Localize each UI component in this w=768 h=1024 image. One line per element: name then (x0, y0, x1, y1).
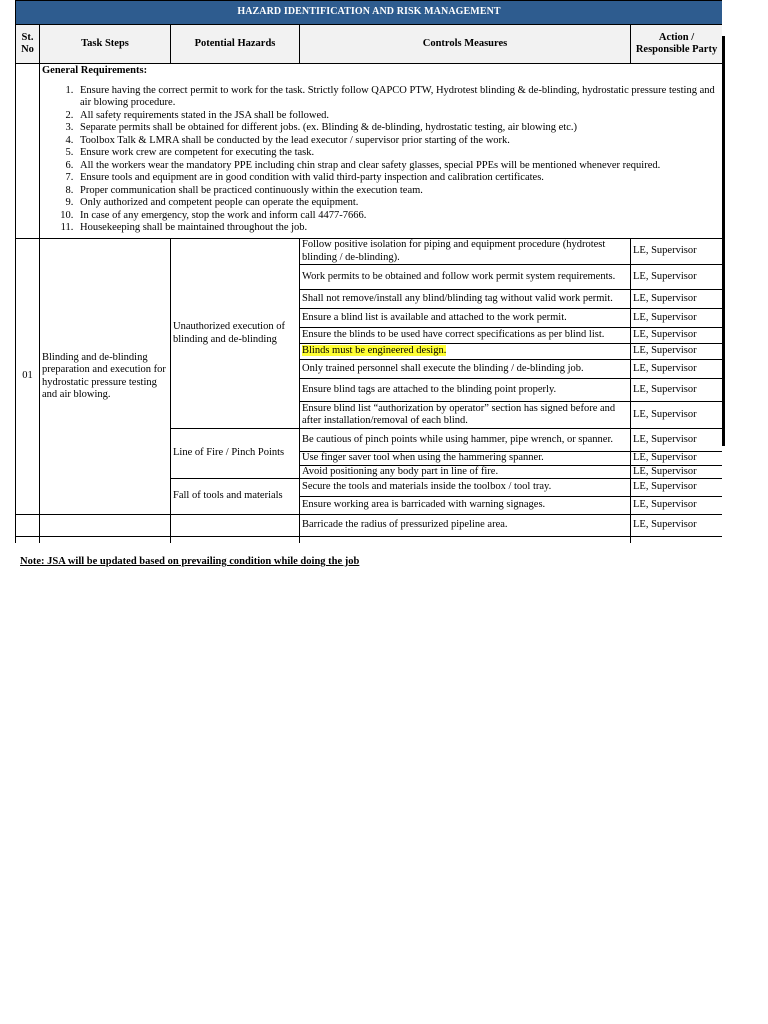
general-item: 7. Ensure tools and equipment are in good condition with valid third-party inspection and calibration certificates. (76, 172, 720, 185)
responsible-party: LE, Supervisor (631, 452, 723, 466)
empty-cell (16, 537, 40, 544)
control-text: Be cautious of pinch points while using hammer, pipe wrench, or spanner. (302, 433, 614, 445)
control-text: Only trained personnel shall execute the blinding / de-blinding job. (302, 362, 584, 374)
jsa-sheet (15, 0, 722, 543)
responsible-party: LE, Supervisor (631, 497, 723, 515)
responsible-party: LE, Supervisor (631, 360, 723, 379)
hazard-cell: Unauthorized execution of blinding and de-blinding (171, 239, 300, 429)
task-01-body (16, 239, 723, 515)
control-text: Use finger saver tool when using the hammering spanner. (302, 452, 544, 463)
responsible-party: LE, Supervisor (631, 344, 723, 360)
responsible-party: LE, Supervisor (631, 479, 723, 497)
table-right-rule (722, 36, 725, 446)
hazard-table (15, 0, 722, 543)
table-banner: HAZARD IDENTIFICATION AND RISK MANAGEMENT (16, 1, 723, 25)
control-measure (300, 429, 631, 452)
general-sno-cell (16, 64, 40, 239)
general-item: 9. Only authorized and competent people can operate the equipment. (76, 197, 720, 210)
control-text: Ensure blind list “authorization by operator” section has signed before and after installation/removal of each blind. (302, 402, 616, 426)
control-text: Ensure the blinds to be used have correct specifications as per blind list. (302, 329, 605, 341)
control-text: Follow positive isolation for piping and equipment procedure (hydrotest blinding / de-blinding). (302, 239, 606, 263)
responsible-party: LE, Supervisor (631, 265, 723, 290)
general-item: 2. All safety requirements stated in the JSA shall be followed. (76, 110, 720, 123)
task-02-body (16, 515, 723, 544)
control-measure (300, 265, 631, 290)
responsible-party: LE, Supervisor (631, 328, 723, 344)
column-header-row (16, 25, 723, 64)
responsible-party: LE, Supervisor (631, 402, 723, 429)
control-measure (300, 465, 631, 479)
control-measure (300, 239, 631, 265)
control-text: Ensure a blind list is available and attached to the work permit. (302, 311, 567, 323)
control-text: Avoid positioning any body part in line of fire. (302, 465, 499, 477)
table-row (16, 537, 723, 544)
general-item: 5. Ensure work crew are competent for executing the task. (76, 147, 720, 160)
general-requirements-row (16, 64, 723, 239)
control-measure (300, 479, 631, 497)
table-row (16, 515, 723, 537)
empty-cell (631, 537, 723, 544)
hazard-cell: Line of Fire / Pinch Points (171, 429, 300, 479)
control-text: Ensure blind tags are attached to the blinding point properly. (302, 383, 557, 395)
banner-row (16, 1, 723, 25)
general-item: 3. Separate permits shall be obtained for different jobs. (ex. Blinding & de-blinding, hydrostatic testing, air blowing etc.) (76, 122, 720, 135)
hazard-cell (171, 515, 300, 537)
responsible-party: LE, Supervisor (631, 290, 723, 309)
control-measure (300, 309, 631, 328)
col-header-sno: St. No (16, 25, 40, 64)
responsible-party: LE, Supervisor (631, 379, 723, 402)
col-header-hazard: Potential Hazards (171, 25, 300, 64)
general-title: General Requirements: (42, 65, 148, 76)
general-item: 1. Ensure having the correct permit to work for the task. Strictly follow QAPCO PTW, Hydrotest blinding & de-blinding, hydrostatic pressure testing and air blowing procedure. (76, 85, 720, 110)
general-item: 11. Housekeeping shall be maintained throughout the job. (76, 222, 720, 235)
control-measure (300, 360, 631, 379)
col-header-controls: Controls Measures (300, 25, 631, 64)
responsible-party: LE, Supervisor (631, 465, 723, 479)
control-measure (300, 290, 631, 309)
responsible-party: LE, Supervisor (631, 515, 723, 537)
task-step (40, 515, 171, 537)
col-header-task: Task Steps (40, 25, 171, 64)
control-measure: Barricade the radius of pressurized pipeline area. (300, 515, 631, 537)
responsible-party: LE, Supervisor (631, 309, 723, 328)
control-text: Work permits to be obtained and follow work permit system requirements. (302, 270, 616, 282)
empty-cell (171, 537, 300, 544)
task-step: Blinding and de-blinding preparation and execution for hydrostatic pressure testing and air blowing. (40, 239, 171, 515)
control-measure (300, 379, 631, 402)
general-item: 8. Proper communication shall be practiced continuously within the execution team. (76, 185, 720, 198)
task-number: 01 (16, 239, 40, 515)
responsible-party: LE, Supervisor (631, 429, 723, 452)
control-measure (300, 328, 631, 344)
control-text: Blinds must be engineered design. (302, 345, 447, 357)
control-text: Shall not remove/install any blind/blinding tag without valid work permit. (302, 292, 613, 304)
general-item: 10. In case of any emergency, stop the work and inform call 4477-7666. (76, 210, 720, 223)
footer-note: Note: JSA will be updated based on prevailing condition while doing the job (20, 556, 360, 567)
empty-cell (40, 537, 171, 544)
control-text: Ensure working area is barricaded with warning signages. (302, 499, 546, 511)
control-text: Secure the tools and materials inside the toolbox / tool tray. (302, 481, 552, 493)
table-row (16, 239, 723, 265)
general-requirements (40, 64, 723, 239)
general-item: 6. All the workers wear the mandatory PPE including chin strap and clear safety glasses, special PPEs will be mentioned whenever required. (76, 160, 720, 173)
control-measure (300, 402, 631, 429)
hazard-cell: Fall of tools and materials (171, 479, 300, 515)
task-number (16, 515, 40, 537)
control-measure (300, 497, 631, 515)
control-measure (300, 344, 631, 360)
empty-cell (300, 537, 631, 544)
responsible-party: LE, Supervisor (631, 239, 723, 265)
general-list (42, 85, 720, 235)
control-measure (300, 452, 631, 466)
col-header-action: Action / Responsible Party (631, 25, 723, 64)
general-item: 4. Toolbox Talk & LMRA shall be conducted by the lead executor / supervisor prior starting of the work. (76, 135, 720, 148)
